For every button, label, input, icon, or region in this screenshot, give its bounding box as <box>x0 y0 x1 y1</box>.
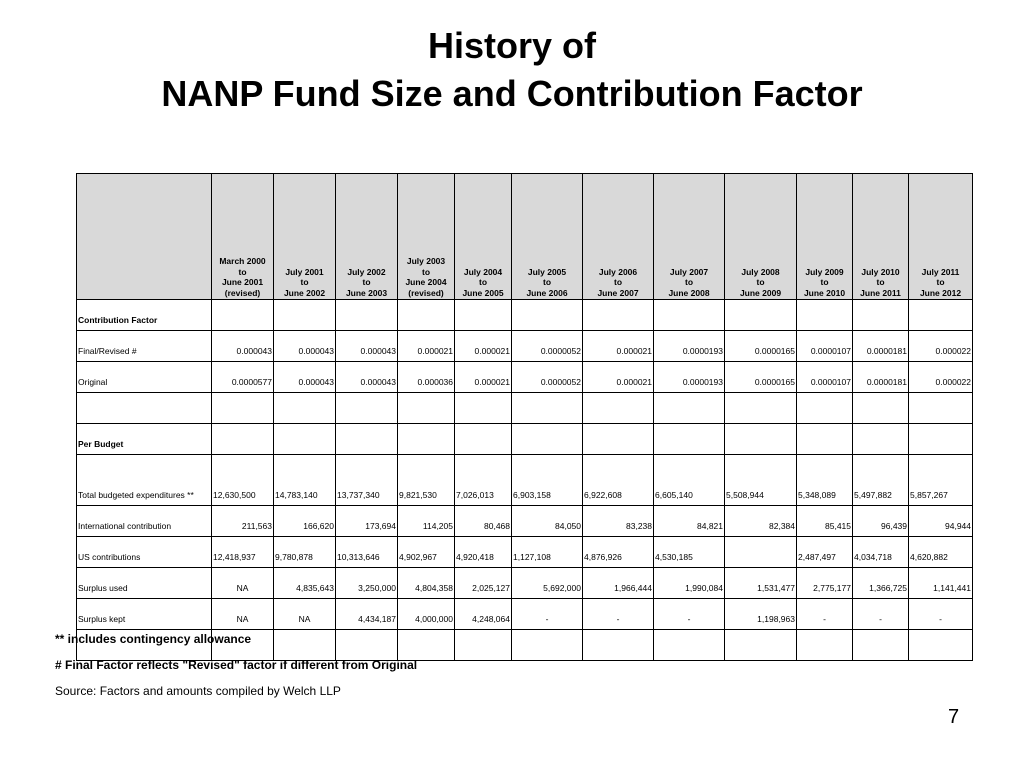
value-cell: 0.000021 <box>583 362 654 393</box>
period-header-line <box>456 256 510 267</box>
value-cell <box>725 537 797 568</box>
value-cell: 5,508,944 <box>725 455 797 506</box>
period-header-line: to <box>820 277 829 287</box>
period-header-line <box>337 256 396 267</box>
value-cell: 0.0000577 <box>212 362 274 393</box>
empty-cell <box>274 630 336 661</box>
note-final-factor: # Final Factor reflects "Revised" factor if different from Original <box>55 658 418 672</box>
period-header-line: July 2008 <box>741 266 780 277</box>
value-cell: 0.000043 <box>336 331 398 362</box>
title-line-2: NANP Fund Size and Contribution Factor <box>161 73 863 114</box>
period-header-cell <box>455 174 512 300</box>
value-cell: 13,737,340 <box>336 455 398 506</box>
value-cell: 12,418,937 <box>212 537 274 568</box>
period-header-cell <box>725 174 797 300</box>
value-cell: - <box>654 599 725 630</box>
value-cell: 0.0000181 <box>853 362 909 393</box>
value-cell: NA <box>212 599 274 630</box>
value-cell: 7,026,013 <box>455 455 512 506</box>
value-cell: - <box>853 599 909 630</box>
empty-cell <box>583 424 654 455</box>
empty-cell <box>654 300 725 331</box>
value-cell: 0.0000193 <box>654 362 725 393</box>
value-cell: 0.0000107 <box>797 362 853 393</box>
value-cell: 6,903,158 <box>512 455 583 506</box>
period-header-line: July 2005 <box>527 266 567 277</box>
value-cell: 85,415 <box>797 506 853 537</box>
empty-cell <box>583 300 654 331</box>
value-cell: 80,468 <box>455 506 512 537</box>
empty-cell <box>909 393 973 424</box>
contribution-factor-section-label: Contribution Factor <box>77 300 212 331</box>
period-header-line: to <box>613 277 623 287</box>
international-row-label: International contribution <box>77 506 212 537</box>
empty-cell <box>512 424 583 455</box>
value-cell: 0.000021 <box>455 331 512 362</box>
value-cell: 84,050 <box>512 506 583 537</box>
period-header-line: June 2005 <box>462 287 504 298</box>
period-header-line: (revised) <box>408 287 444 298</box>
empty-cell <box>212 393 274 424</box>
empty-cell <box>512 300 583 331</box>
period-header-line: to <box>238 266 247 277</box>
empty-cell <box>77 393 212 424</box>
period-header-line: June 2011 <box>860 287 901 298</box>
value-cell: 4,000,000 <box>398 599 455 630</box>
value-cell: 1,966,444 <box>583 568 654 599</box>
period-header-line: to <box>478 277 488 287</box>
period-header-line <box>513 256 581 267</box>
value-cell: 5,348,089 <box>797 455 853 506</box>
period-header-cell <box>512 174 583 300</box>
value-cell: 0.000021 <box>398 331 455 362</box>
value-cell: 12,630,500 <box>212 455 274 506</box>
value-cell: 10,313,646 <box>336 537 398 568</box>
empty-cell <box>583 393 654 424</box>
period-header-line: to <box>936 277 945 287</box>
value-cell: 82,384 <box>725 506 797 537</box>
empty-cell <box>336 424 398 455</box>
period-header-line: June 2010 <box>803 287 846 298</box>
final-revised-row <box>77 331 973 362</box>
empty-cell <box>455 424 512 455</box>
value-cell: 0.000036 <box>398 362 455 393</box>
value-cell: 6,605,140 <box>654 455 725 506</box>
empty-cell <box>274 424 336 455</box>
empty-cell <box>398 630 455 661</box>
period-header-line: June 2006 <box>526 287 568 298</box>
period-header-line: July 2011 <box>921 266 960 277</box>
value-cell: 1,127,108 <box>512 537 583 568</box>
contribution-factor-section <box>77 300 973 331</box>
period-header-line: June 2002 <box>283 287 326 298</box>
period-header-line <box>798 256 851 267</box>
period-header-cell <box>853 174 909 300</box>
period-header-cell <box>654 174 725 300</box>
period-header-line: to <box>756 277 765 287</box>
value-cell: 0.0000193 <box>654 331 725 362</box>
period-header-line <box>854 256 907 267</box>
period-header-cell <box>274 174 336 300</box>
period-header-line <box>910 256 971 267</box>
empty-cell <box>455 630 512 661</box>
empty-cell <box>274 393 336 424</box>
note-contingency: ** includes contingency allowance <box>55 632 252 646</box>
value-cell: NA <box>274 599 336 630</box>
fund-history-table <box>76 173 973 661</box>
value-cell: NA <box>212 568 274 599</box>
value-cell: 4,620,882 <box>909 537 973 568</box>
value-cell: 14,783,140 <box>274 455 336 506</box>
period-header-line: July 2006 <box>598 266 638 277</box>
period-header-line: July 2007 <box>669 266 709 277</box>
empty-cell <box>797 300 853 331</box>
value-cell: 0.000043 <box>212 331 274 362</box>
empty-cell <box>336 300 398 331</box>
period-header-line: June 2009 <box>739 287 782 298</box>
period-header-line: July 2002 <box>347 266 386 277</box>
empty-cell <box>725 630 797 661</box>
empty-cell <box>512 393 583 424</box>
empty-cell <box>336 630 398 661</box>
period-header-line <box>275 256 334 267</box>
value-cell: 0.0000165 <box>725 362 797 393</box>
empty-cell <box>455 393 512 424</box>
empty-cell <box>909 630 973 661</box>
value-cell: 96,439 <box>853 506 909 537</box>
header-row <box>77 174 973 300</box>
empty-cell <box>725 424 797 455</box>
value-cell: - <box>909 599 973 630</box>
value-cell: 1,141,441 <box>909 568 973 599</box>
period-header-line: March 2000 <box>219 256 266 266</box>
value-cell: 1,990,084 <box>654 568 725 599</box>
value-cell: 9,780,878 <box>274 537 336 568</box>
period-header-line: July 2009 <box>805 266 844 277</box>
empty-cell <box>797 630 853 661</box>
value-cell: 4,902,967 <box>398 537 455 568</box>
per-budget-section-label: Per Budget <box>77 424 212 455</box>
empty-cell <box>212 424 274 455</box>
value-cell: 84,821 <box>654 506 725 537</box>
value-cell: 4,248,064 <box>455 599 512 630</box>
value-cell: 4,835,643 <box>274 568 336 599</box>
international-row <box>77 506 973 537</box>
empty-cell <box>336 393 398 424</box>
total-budgeted-row <box>77 455 973 506</box>
value-cell: 5,497,882 <box>853 455 909 506</box>
surplus-used-row-label: Surplus used <box>77 568 212 599</box>
empty-cell <box>797 393 853 424</box>
empty-cell <box>725 393 797 424</box>
value-cell: 211,563 <box>212 506 274 537</box>
value-cell: 0.0000165 <box>725 331 797 362</box>
empty-cell <box>512 630 583 661</box>
value-cell: 1,198,963 <box>725 599 797 630</box>
original-row <box>77 362 973 393</box>
empty-cell <box>654 393 725 424</box>
empty-cell <box>853 424 909 455</box>
value-cell: 166,620 <box>274 506 336 537</box>
page-number: 7 <box>948 706 960 728</box>
value-cell: 0.0000181 <box>853 331 909 362</box>
period-header-cell <box>797 174 853 300</box>
period-header-line: July 2004 <box>463 266 503 277</box>
period-header-line: to <box>684 277 694 287</box>
value-cell: - <box>512 599 583 630</box>
per-budget-section <box>77 424 973 455</box>
value-cell: 9,821,530 <box>398 455 455 506</box>
value-cell: - <box>797 599 853 630</box>
value-cell: 0.0000107 <box>797 331 853 362</box>
value-cell: - <box>583 599 654 630</box>
period-header-line <box>655 256 723 267</box>
empty-cell <box>853 393 909 424</box>
period-header-line: June 2004 <box>405 277 447 287</box>
empty-cell <box>212 300 274 331</box>
period-header-cell <box>909 174 973 300</box>
period-header-line: June 2001 <box>221 277 264 287</box>
period-header-line: to <box>542 277 552 287</box>
period-header-cell <box>212 174 274 300</box>
period-header-cell <box>336 174 398 300</box>
value-cell: 0.0000052 <box>512 362 583 393</box>
value-cell: 4,920,418 <box>455 537 512 568</box>
value-cell: 5,857,267 <box>909 455 973 506</box>
surplus-kept-row-label: Surplus kept <box>77 599 212 630</box>
period-header-line: to <box>300 277 309 287</box>
empty-cell <box>909 300 973 331</box>
empty-cell <box>654 424 725 455</box>
final-revised-row-label: Final/Revised # <box>77 331 212 362</box>
empty-cell <box>583 630 654 661</box>
value-cell: 5,692,000 <box>512 568 583 599</box>
value-cell: 0.000022 <box>909 362 973 393</box>
value-cell: 4,530,185 <box>654 537 725 568</box>
value-cell: 114,205 <box>398 506 455 537</box>
value-cell: 0.000022 <box>909 331 973 362</box>
value-cell: 6,922,608 <box>583 455 654 506</box>
total-budgeted-row-label: Total budgeted expenditures ** <box>77 455 212 506</box>
value-cell: 173,694 <box>336 506 398 537</box>
empty-cell <box>853 630 909 661</box>
value-cell: 4,876,926 <box>583 537 654 568</box>
period-header-line <box>584 256 652 267</box>
value-cell: 4,434,187 <box>336 599 398 630</box>
empty-cell <box>398 393 455 424</box>
empty-cell <box>654 630 725 661</box>
value-cell: 0.000043 <box>336 362 398 393</box>
value-cell: 1,366,725 <box>853 568 909 599</box>
value-cell: 0.0000052 <box>512 331 583 362</box>
period-header-line: July 2001 <box>285 266 324 277</box>
period-header-line <box>726 256 795 267</box>
us-contributions-row <box>77 537 973 568</box>
empty-cell <box>455 300 512 331</box>
period-header-line: June 2003 <box>345 287 388 298</box>
empty-cell <box>797 424 853 455</box>
value-cell: 2,487,497 <box>797 537 853 568</box>
spacer-row <box>77 393 973 424</box>
period-header-cell <box>398 174 455 300</box>
value-cell: 4,804,358 <box>398 568 455 599</box>
surplus-used-row <box>77 568 973 599</box>
period-header-line: June 2007 <box>597 287 639 298</box>
value-cell: 94,944 <box>909 506 973 537</box>
value-cell: 4,034,718 <box>853 537 909 568</box>
empty-cell <box>398 424 455 455</box>
period-header-line: to <box>421 266 431 277</box>
period-header-line: to <box>362 277 371 287</box>
period-header-cell <box>583 174 654 300</box>
value-cell: 1,531,477 <box>725 568 797 599</box>
period-header-line: July 2003 <box>406 256 446 266</box>
header-corner-cell <box>77 174 212 300</box>
empty-cell <box>274 300 336 331</box>
original-row-label: Original <box>77 362 212 393</box>
value-cell: 2,025,127 <box>455 568 512 599</box>
value-cell: 3,250,000 <box>336 568 398 599</box>
title-line-1: History of <box>427 25 596 66</box>
surplus-kept-row <box>77 599 973 630</box>
value-cell: 0.000021 <box>455 362 512 393</box>
period-header-line: June 2012 <box>919 287 962 298</box>
us-contributions-row-label: US contributions <box>77 537 212 568</box>
period-header-line: to <box>876 277 885 287</box>
empty-cell <box>398 300 455 331</box>
period-header-line: June 2008 <box>668 287 710 298</box>
period-header-line: July 2010 <box>861 266 900 277</box>
value-cell: 2,775,177 <box>797 568 853 599</box>
value-cell: 83,238 <box>583 506 654 537</box>
empty-cell <box>725 300 797 331</box>
empty-cell <box>909 424 973 455</box>
period-header-line: (revised) <box>224 287 261 298</box>
empty-cell <box>853 300 909 331</box>
value-cell: 0.000043 <box>274 362 336 393</box>
value-cell: 0.000043 <box>274 331 336 362</box>
value-cell: 0.000021 <box>583 331 654 362</box>
note-source: Source: Factors and amounts compiled by Welch LLP <box>55 684 341 698</box>
